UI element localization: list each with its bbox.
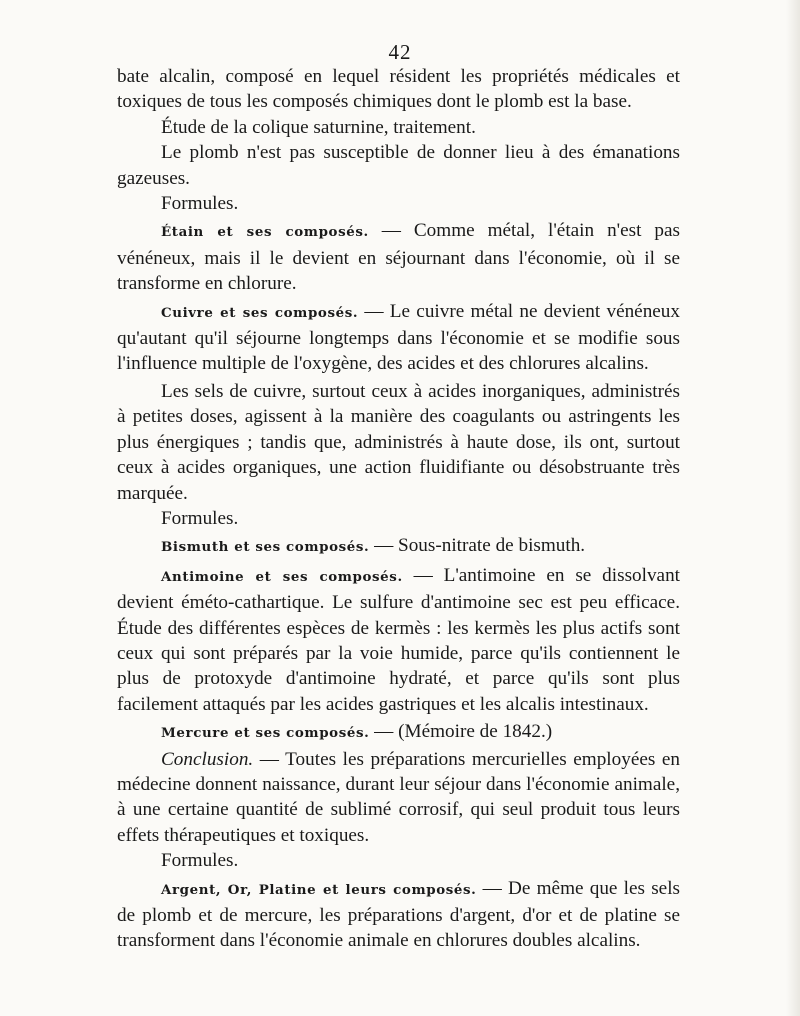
text-copper: — Le cuivre métal ne devient vénéneux qu'autant qu'il séjourne longtemps dans l'économie et se modifie sous l'influence multiple de l'oxygène, des acides et des chlorures alcalins. bbox=[117, 300, 680, 375]
paragraph-bismuth bbox=[117, 533, 680, 560]
heading-copper: Cuivre et ses composés. bbox=[161, 304, 359, 321]
heading-bismuth: Bismuth et ses composés. bbox=[161, 539, 370, 556]
paragraph-mercury bbox=[117, 719, 680, 746]
heading-silver-gold-platinum: Argent, Or, Platine et leurs composés. bbox=[161, 881, 477, 898]
heading-tin: Étain et ses composés. bbox=[161, 224, 369, 241]
text-bismuth: — Sous-nitrate de bismuth. bbox=[369, 535, 586, 557]
text-conclusion: — Toutes les préparations mercurielles employées en médecine donnent naissance, durant leur séjour dans l'économie animale, à une certaine quantité de sublimé corrosif, qui seul produit tous leurs effets thérapeutiques et toxiques. bbox=[117, 748, 680, 846]
paragraph-silver-gold-platinum bbox=[117, 876, 680, 954]
text-mercury: — (Mémoire de 1842.) bbox=[369, 721, 553, 743]
paragraph-antimony bbox=[117, 563, 680, 717]
paragraph-formulas: Formules. bbox=[161, 850, 239, 872]
paragraph-lead-emanations: Le plomb n'est pas susceptible de donner lieu à des émanations gazeuses. bbox=[117, 142, 680, 189]
paragraph-tin bbox=[117, 218, 680, 296]
paragraph-lead-toxicity: bate alcalin, composé en lequel résident les propriétés médicales et toxiques de tous les composés chimiques dont le plomb est la base. bbox=[117, 66, 680, 113]
heading-mercury: Mercure et ses composés. bbox=[161, 725, 370, 742]
text-antimony: — L'antimoine en se dissolvant devient éméto-cathartique. Le sulfure d'antimoine sec est peu efficace. Étude des différentes espèces de kermès : les kermès les plus actifs sont ceux qui sont préparés par la voie humide, parce qu'ils contiennent le plus de protoxyde d'antimoine hydraté, et parce qu'ils sont plus facilement attaqués par les acides gastriques et les alcalis intestinaux. bbox=[117, 564, 680, 715]
page-edge-shadow bbox=[786, 0, 800, 1016]
paragraph-copper-salts: Les sels de cuivre, surtout ceux à acides inorganiques, administrés à petites doses, agissent à la manière des coagulants ou astringents les plus énergiques ; tandis que, administrés à haute dose, ils ont, surtout ceux à acides organiques, une action fluidifiante ou désobstruante très marquée. bbox=[117, 380, 680, 504]
text-silver-gold-platinum: — De même que les sels de plomb et de mercure, les préparations d'argent, d'or et de platine se transforment dans l'économie animale en chlorures doubles alcalins. bbox=[117, 877, 680, 952]
paragraph-saturnine-colic: Étude de la colique saturnine, traitement. bbox=[161, 116, 476, 138]
heading-antimony: Antimoine et ses composés. bbox=[161, 568, 403, 585]
text-tin: — Comme métal, l'étain n'est pas vénéneux, mais il le devient en séjournant dans l'économie, où il se transforme en chlorure. bbox=[117, 220, 680, 295]
paragraph-copper bbox=[117, 299, 680, 377]
body-text bbox=[117, 64, 680, 954]
page-number: 42 bbox=[388, 40, 412, 64]
heading-conclusion: Conclusion. bbox=[161, 748, 254, 770]
paragraph-formulas: Formules. bbox=[161, 507, 239, 529]
paragraph-formulas: Formules. bbox=[161, 193, 239, 215]
paragraph-conclusion bbox=[117, 747, 680, 849]
